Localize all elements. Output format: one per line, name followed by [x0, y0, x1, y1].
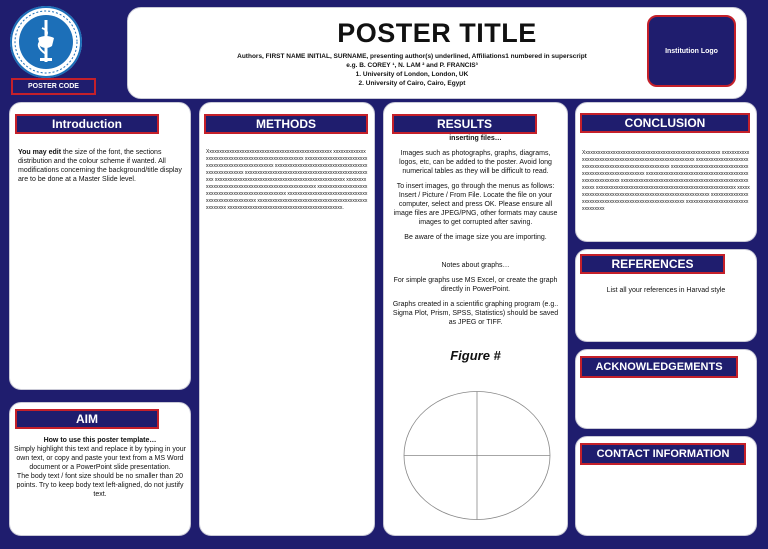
poster-code-label: POSTER CODE [28, 83, 79, 90]
results-paragraph-5: For simple graphs use MS Excel, or create the graph directly in PowerPoint. [393, 277, 558, 293]
authors-line: Authors, FIRST NAME INITIAL, SURNAME, presenting author(s) underlined, Affiliations1 numbered in superscript [237, 53, 587, 60]
introduction-panel [9, 102, 191, 390]
authors-example: e.g. B. COREY ¹, N. LAM ² and P. FRANCIS³ [346, 62, 478, 69]
figure-placeholder[interactable] [402, 390, 552, 526]
aim-subtitle: How to use this poster template… [43, 437, 157, 444]
poster-title: POSTER TITLE [337, 18, 537, 48]
contact-header: CONTACT INFORMATION [580, 443, 746, 465]
results-paragraph-6: Graphs created in a scientific graphing program (e.g.. Sigma Plot, Prism, SPSS, Statistics) should be saved as JPEG or TIFF. [392, 301, 559, 326]
results-paragraph-1: Images such as photographs, graphs, diagrams, logos, etc, can be added to the poster. Avoid long numerical tables as they will be difficult to read. [399, 150, 552, 175]
conclusion-text: Xxxxxxxxxxxxxxxxxxxxxxxxxxxxxxxxxxxxxxxxxxxxxxxxxxxxxxx xxxxxxxxxxxxxxxxxxxxxxxxxxxxxxxxxxxxxxxxxxxxxxxxxxxxxxxx xxxxxxxxxxxxxxxxxxxxxxxxxxxxxxxxxxxxxxxxxxxxxxxxxxxxxxxx xxxxxxxxxxxxxxxxxxxxxxxxxxxxxxxxxxxxxxxxxxxxxxxxxxxxxxxx xxxxxxxxxxxxxxxxxxxxxxxxxxxxxxxxxxxxxxxxxxxxxxxxxxxxxxxx xxxxxxxxxxxxxxxxxxxxxxxxxxxxxxxxxxxxxxxxxxxxxxxxxxxxxxxx xxxxxxxxxxxxxxxxxxxxxxxxxxxxxxxxxxxxxxxxxxxxxxxxxxxxxxxx xxxxxxxxxxxxxxxxxxxxxxxxxxxxxxxxxxxxxxxxxxxxxxxxxxxxxxxx xxxxxxxxxxxxxxxxxxxxxxxxxxxxxxxxxxxxxxxxxxxxxxxxxxxxxxxx xxxxxxxxxxxxxxxxxxxxxxxxxxxxxxxxxx [582, 150, 750, 212]
results-header: RESULTS [392, 114, 537, 134]
references-header: REFERENCES [580, 254, 725, 274]
introduction-bold: You may edit [18, 149, 62, 156]
poster-code-box[interactable] [11, 78, 96, 95]
affiliation-2: 2. University of Cairo, Cairo, Egypt [358, 80, 466, 87]
references-text: List all your references in Harvad style [606, 287, 726, 294]
acknowledgements-header: ACKNOWLEDGEMENTS [580, 356, 738, 378]
aim-text-1: Simply highlight this text and replace it by typing in your own text, or copy and paste your text from a MS Word document or a PowerPoint slide presentation. [14, 446, 186, 471]
introduction-body: the size of the font, the sections distribution and the colour scheme if wanted. All modifications concerning the background/title display are to be done at a Master Slide level. [18, 149, 182, 183]
results-graphs-subtitle: Notes about graphs… [441, 262, 510, 269]
results-paragraph-2: To insert images, go through the menus as follows: Insert / Picture / From File. Locate the file on your computer, select and press OK. Please ensure all image files are JPEG/PNG, other formats may cause images to get corrupted after saving. [393, 183, 558, 226]
results-subtitle: inserting files… [449, 135, 502, 142]
methods-header: METHODS [204, 114, 368, 134]
figure-label: Figure # [450, 348, 501, 363]
results-panel [383, 102, 568, 536]
results-paragraph-3: Be aware of the image size you are importing. [404, 234, 547, 241]
aim-text-2: The body text / font size should be no smaller than 20 points. Try to keep body text left-aligned, do not justify text. [16, 473, 184, 498]
methods-panel [199, 102, 375, 536]
conclusion-header: CONCLUSION [580, 113, 750, 133]
introduction-text [18, 148, 184, 184]
institution-logo-label: Institution Logo [665, 47, 718, 55]
methods-text: Xxxxxxxxxxxxxxxxxxxxxxxxxxxxxxxxxxxxxxxxxxxxxxxxxx xxxxxxxxxxxxxxxxxxxxxxxxxxxxxxxxxxxxxxxxxxxxxxxxxxxx xxxxxxxxxxxxxxxxxxxxxxxxxxxxxxxxxxxxxxxxxxxxxxxxxxxx xxxxxxxxxxxxxxxxxxxxxxxxxxxxxxxxxxxxxxxxxxxxxxxxxxxx xxxxxxxxxxxxxxxxxxxxxxxxxxxxxxxxxxxxxxxxxxxxxxxxxxxx xxxxxxxxxxxxxxxxxxxxxxxxxxxxxxxxxxxxxxxxxxxxxxxxxxxx xxxxxxxxxxxxxxxxxxxxxxxxxxxxxxxxxxxxxxxxxxxxxxxxxxxx xxxxxxxxxxxxxxxxxxxxxxxxxxxxxxxxxxxxxxxxxxxxxxxxxxxx xxxxxxxxxxxxxxxxxxxxxxxxxxxxxxxxxxxxxxxxxxxxxxxxxxxx xxxxxxxxxxxxxxxxxxxxxxxxxxxxxxxxxxxxxxxxxxxxxxxxxxxx xxxxxxxxxxxxxxxxxxxxxxxxxxxxxxxxxxxxxxxxxxxxxx. [206, 149, 368, 211]
introduction-header: Introduction [15, 114, 159, 134]
affiliation-1: 1. University of London, London, UK [355, 71, 469, 78]
university-crest-logo [8, 4, 84, 80]
institution-logo-box[interactable] [647, 15, 736, 87]
aim-header: AIM [15, 409, 159, 429]
